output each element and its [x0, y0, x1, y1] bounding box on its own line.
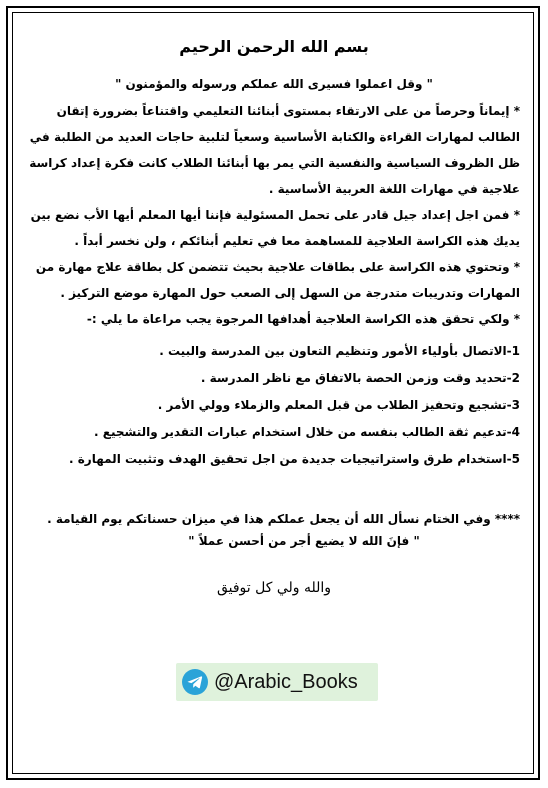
requirements-list	[28, 338, 520, 472]
telegram-channel-badge[interactable]	[176, 663, 378, 701]
paragraph-intro: * إيماناً وحرصاً من على الارتقاء بمستوى أبنائنا التعليمي واقتناعاً بضرورة إتقان الطالب لمهارات القراءة والكتابة الأساسية وسعياً لتلبية حاجات العديد من الطلبة في ظل الظروف السياسية والنفسية التي يمر بها أبنائنا الطلاب كانت فكرة إعداد كراسة علاجية في مهارات اللغة العربية الأساسية .	[29, 104, 520, 196]
list-item: 1-الاتصال بأولياء الأمور وتنظيم التعاون بين المدرسة والبيت .	[159, 344, 520, 358]
list-item: 3-تشجيع وتحفيز الطلاب من قبل المعلم والزملاء وولي الأمر .	[157, 398, 520, 412]
document-body	[28, 36, 520, 552]
telegram-handle: @Arabic_Books	[214, 670, 358, 693]
closing-quote: " فإنَ الله لا يضيع أجر من أحسن عملاً "	[188, 534, 420, 548]
list-item: 2-تحديد وقت وزمن الحصة بالاتفاق مع ناظر المدرسة .	[200, 371, 520, 385]
telegram-icon	[182, 669, 208, 695]
paragraph-contents: * وتحتوي هذه الكراسة على بطاقات علاجية بحيث تتضمن كل بطاقة علاج مهارة من المهارات وتدريبات متدرجة من السهل إلى الصعب حول المهارة موضع التركيز .	[35, 260, 520, 300]
paragraph-requirements: * ولكي تحقق هذه الكراسة العلاجية أهدافها المرجوة يجب مراعاة ما يلي :-	[86, 312, 520, 326]
list-item: 5-استخدام طرق واستراتيجيات جديدة من اجل تحقيق الهدف وتثبيت المهارة .	[68, 452, 520, 466]
closing-section	[28, 508, 520, 552]
verse-quote: " وقل اعملوا فسيرى الله عملكم ورسوله والمؤمنون "	[115, 77, 433, 91]
signature: والله ولي كل توفيق	[216, 580, 332, 596]
list-item: 4-تدعيم ثقة الطالب بنفسه من خلال استخدام عبارات التقدير والتشجيع .	[94, 425, 520, 439]
paragraph-purpose: * فمن اجل إعداد جيل قادر على تحمل المسئولية فإننا أيها المعلم أيها الأب نضع بين يديك هذه الكراسة العلاجية للمساهمة معا في تعليم أبنائكم ، ولن نخسر أبداً .	[30, 208, 520, 248]
closing-prayer: **** وفي الختام نسأل الله أن يجعل عملكم هذا في ميزان حسناتكم يوم القيامة .	[47, 512, 520, 526]
page-title: بسم الله الرحمن الرحيم	[179, 37, 369, 56]
